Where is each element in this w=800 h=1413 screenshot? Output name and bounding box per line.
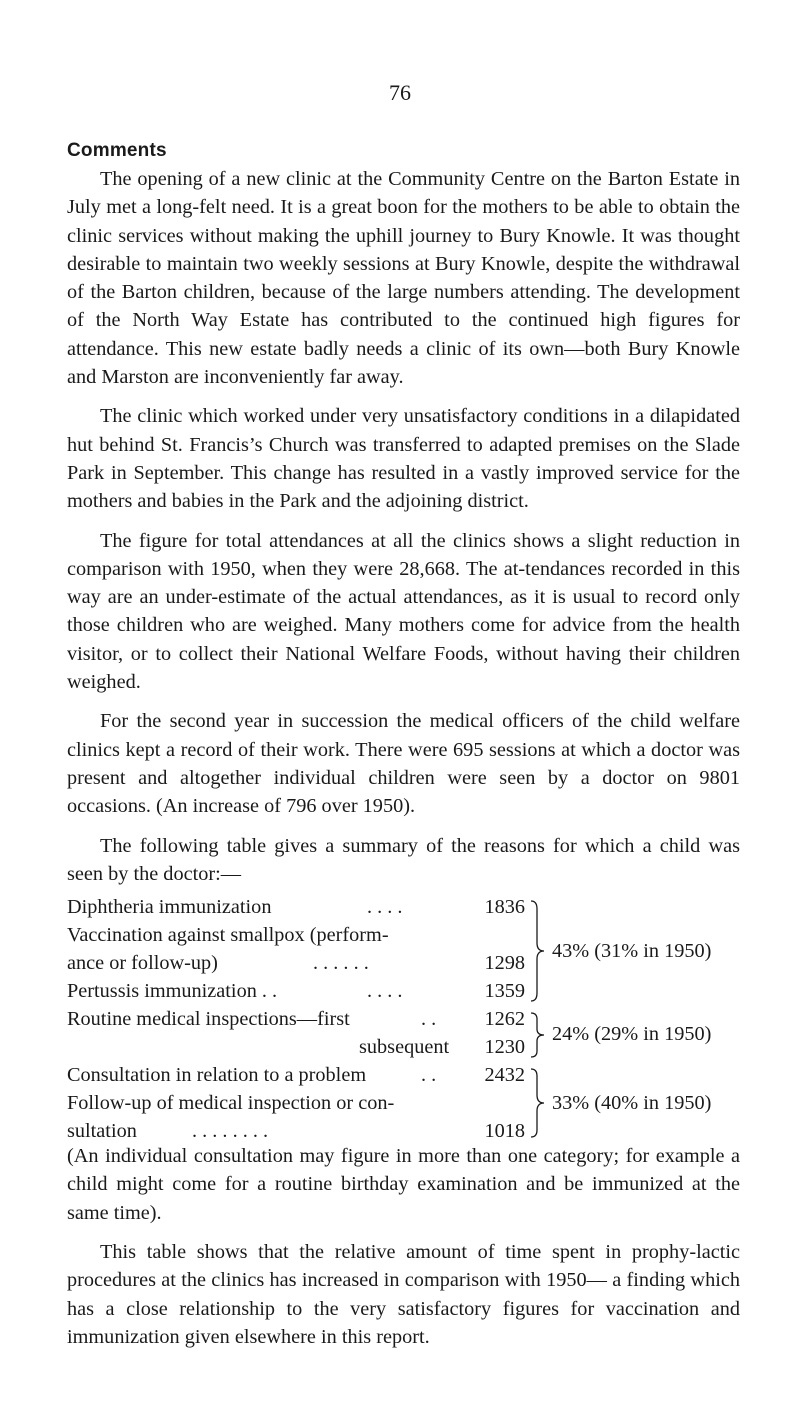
brace-group-1: [529, 899, 547, 1003]
paragraph-medical-officers: For the second year in succession the medical officers of the child welfare clinics kept a record of their work. There were 695 sessions at which a doctor was present and altogether individual children were seen by a doctor on 9801 occasions. (An increase of 796 over 1950).: [67, 710, 740, 818]
row-value: 1018: [484, 1120, 525, 1143]
paragraph-attendances: The figure for total attendances at all the clinics shows a slight reduction in comparison with 1950, when they were 28,668. The at-tendances recorded in this way are an under-estimate of the actual attendances, as it is usual to record only those children who are weighed. Many mothers come for advice from the health visitor, or to collect their National Welfare Foods, without having their children weighed.: [67, 529, 740, 694]
paragraph-table-intro: The following table gives a summary of the reasons for which a child was seen by the doctor:—: [67, 834, 740, 885]
paragraph-slade-park: The clinic which worked under very unsatisfactory conditions in a dilapidated hut behind St. Francis’s Church was transferred to adapted premises on the Slade Park in September. This change has resulted in a vastly improved service for the mothers and babies in the Park and the adjoining district.: [67, 405, 740, 513]
row-label: Diphtheria immunization: [67, 896, 272, 919]
row-label: Consultation in relation to a problem: [67, 1064, 367, 1087]
row-label-continued: ance or follow-up): [67, 952, 218, 975]
section-heading: Comments: [67, 140, 167, 161]
row-leader-dots: . . . . . .: [313, 952, 369, 975]
row-value: 1230: [484, 1036, 525, 1059]
group-percentage-2: 24% (29% in 1950): [552, 1023, 712, 1046]
row-label: subsequent: [359, 1036, 450, 1059]
row-leader-dots: . . . . . . . .: [192, 1120, 269, 1143]
group-percentage-3: 33% (40% in 1950): [552, 1092, 712, 1115]
row-label: Follow-up of medical inspection or con-: [67, 1092, 395, 1115]
paragraph-conclusion: This table shows that the relative amount of time spent in prophy-lactic procedures at the clinics has increased in comparison with 1950— a finding which has a close relationship to the very satisfactory figures for vaccination and immunization given elsewhere in this report.: [67, 1241, 740, 1348]
body-text: [67, 165, 740, 1362]
row-label-continued: sultation: [67, 1120, 137, 1143]
row-label: Routine medical inspections—first: [67, 1008, 350, 1031]
page-number: 76: [389, 80, 411, 105]
row-label: Vaccination against smallpox (perform-: [67, 924, 389, 947]
row-value: 1836: [484, 896, 525, 919]
row-value: 1298: [484, 952, 525, 975]
row-leader-dots: . . . .: [367, 980, 403, 1003]
brace-group-3: [529, 1067, 547, 1139]
row-value: 2432: [484, 1064, 525, 1087]
group-percentage-1: 43% (31% in 1950): [552, 940, 712, 963]
row-label: Pertussis immunization . .: [67, 980, 278, 1003]
brace-group-2: [529, 1011, 547, 1059]
row-leader-dots: . .: [421, 1008, 437, 1031]
row-leader-dots: . .: [421, 1064, 437, 1087]
reasons-table: [67, 893, 740, 1143]
paragraph-barton-clinic: The opening of a new clinic at the Community Centre on the Barton Estate in July met a long-felt need. It is a great boon for the mothers to be able to obtain the clinic services without making the uphill journey to Bury Knowle. It was thought desirable to maintain two weekly sessions at Bury Knowle, despite the withdrawal of the Barton children, because of the large numbers attending. The development of the North Way Estate has contributed to the continued high figures for attendance. This new estate badly needs a clinic of its own—both Bury Knowle and Marston are inconveniently far away.: [67, 168, 740, 389]
row-value: 1359: [484, 980, 525, 1003]
row-leader-dots: . . . .: [367, 896, 403, 919]
paragraph-consultation-note: (An individual consultation may figure in more than one category; for example a child might come for a routine birthday examination and be immunized at the same time).: [67, 1145, 740, 1224]
row-value: 1262: [484, 1008, 525, 1031]
